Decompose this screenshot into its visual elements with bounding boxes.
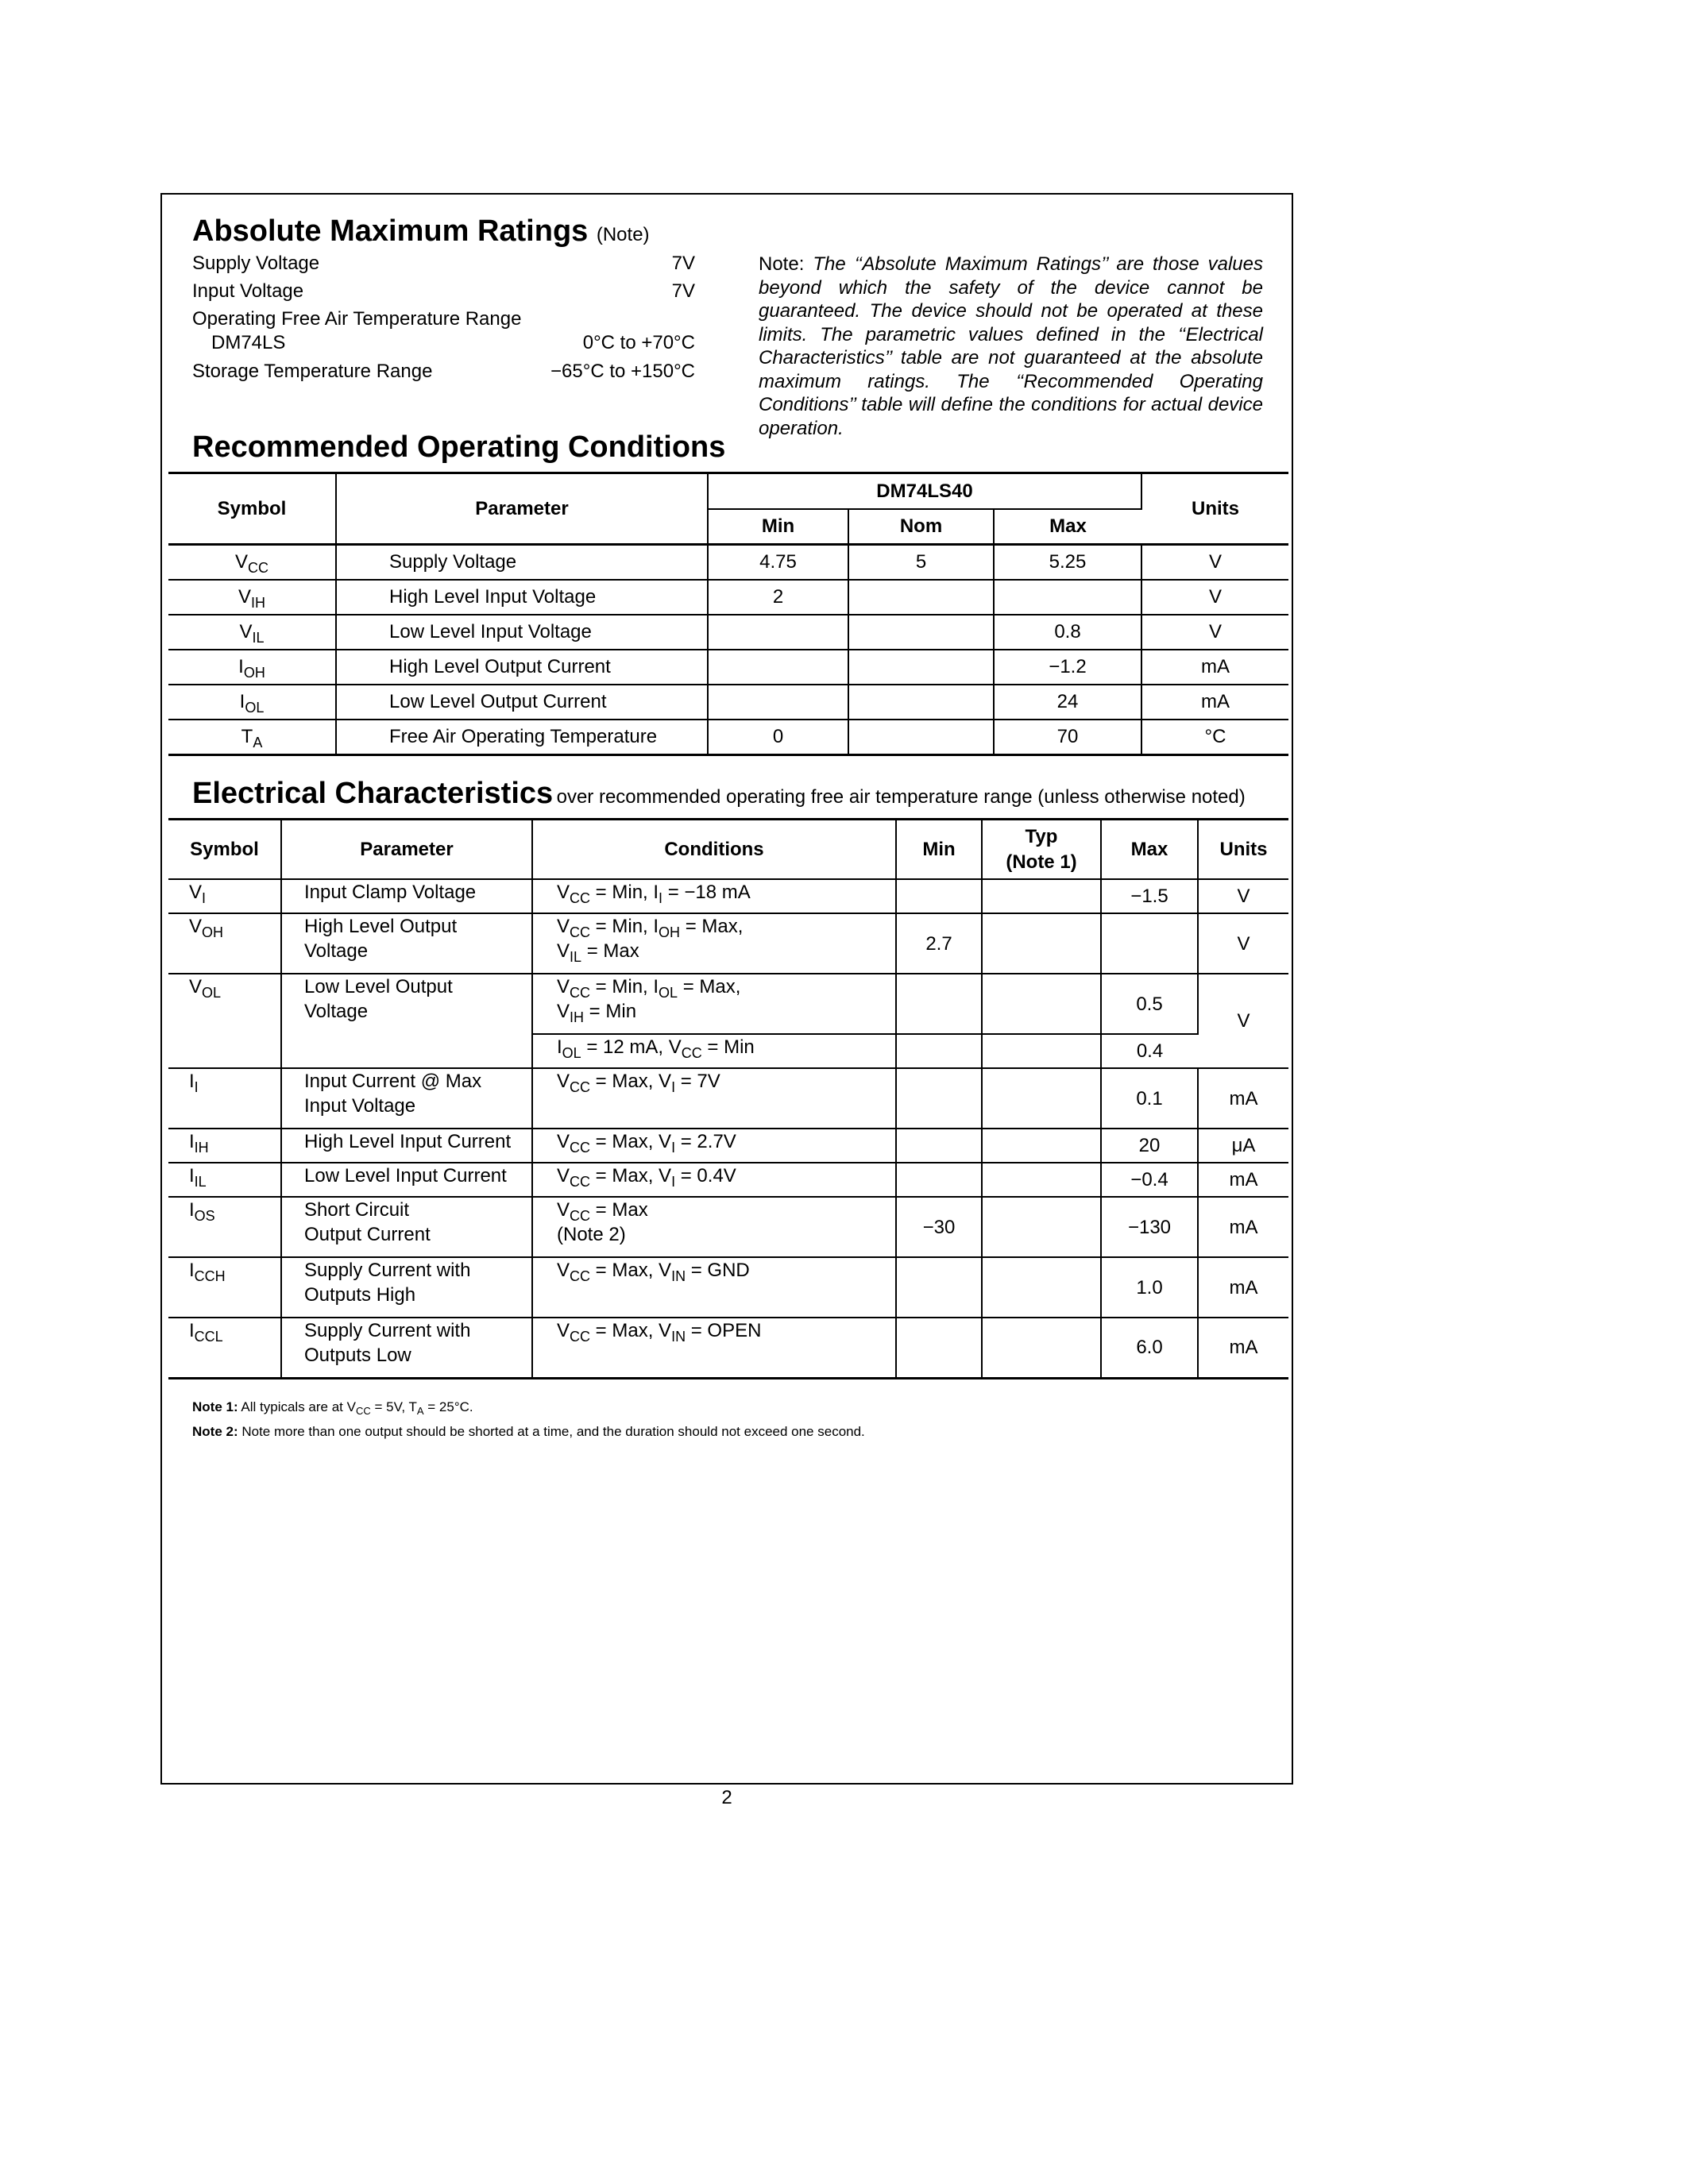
ec-typ — [982, 974, 1101, 1034]
cond-part: = Min — [584, 1001, 637, 1022]
ec-symbol — [168, 913, 281, 974]
symbol-sub: CCL — [194, 1329, 223, 1345]
table-row — [168, 974, 1288, 1034]
param-line: Input Voltage — [304, 1095, 416, 1117]
table-row — [168, 615, 1288, 650]
ec-max: 1.0 — [1101, 1257, 1198, 1318]
ec-parameter: Low Level Input Current — [281, 1163, 532, 1197]
param-line: Output Current — [304, 1224, 431, 1245]
ec-max: −1.5 — [1101, 879, 1198, 913]
roc-symbol — [168, 720, 336, 755]
roc-header-device: DM74LS40 — [708, 473, 1141, 510]
cond-part: V — [557, 1165, 570, 1187]
roc-max — [994, 580, 1141, 615]
roc-nom — [848, 580, 994, 615]
roc-parameter: High Level Output Current — [336, 650, 708, 685]
cond-sub: CC — [570, 1079, 591, 1095]
ec-header-typ — [982, 820, 1101, 880]
table-row — [168, 580, 1288, 615]
cond-part: = Max — [590, 1199, 648, 1221]
cond-sub: IN — [671, 1268, 686, 1284]
page-number: 2 — [721, 1787, 732, 1808]
ec-units: mA — [1198, 1163, 1288, 1197]
cond-part: = Max, V — [590, 1071, 672, 1092]
roc-max: 24 — [994, 685, 1141, 720]
table-row — [168, 685, 1288, 720]
cond-sub: CC — [570, 1329, 591, 1345]
cond-sub: CC — [570, 924, 591, 940]
ec-table — [168, 818, 1288, 1379]
ec-min — [896, 1068, 982, 1129]
table-row — [168, 1197, 1288, 1257]
roc-nom — [848, 615, 994, 650]
cond-sub: CC — [570, 1174, 591, 1190]
roc-min: 0 — [708, 720, 848, 755]
ec-typ — [982, 1257, 1101, 1318]
cond-part: = Min, I — [590, 916, 659, 937]
roc-units: V — [1141, 580, 1288, 615]
note-1-part: = 5V, T — [370, 1399, 417, 1414]
note-1-sub: CC — [355, 1405, 371, 1417]
symbol-sub: OH — [243, 665, 265, 681]
cond-part: = Max, V — [590, 1165, 672, 1187]
symbol-sub: OS — [194, 1208, 215, 1224]
symbol-sub: IL — [252, 630, 265, 646]
symbol-base: V — [239, 621, 253, 642]
roc-units: mA — [1141, 685, 1288, 720]
ec-units: V — [1198, 974, 1288, 1068]
table-row — [168, 1257, 1288, 1318]
roc-min — [708, 615, 848, 650]
ec-min — [896, 974, 982, 1034]
ec-symbol — [168, 1318, 281, 1378]
ec-symbol — [168, 1129, 281, 1163]
ec-symbol — [168, 1163, 281, 1197]
abs-row-value: −65°C to +150°C — [550, 361, 695, 382]
ec-max: 0.5 — [1101, 974, 1198, 1034]
symbol-base: T — [241, 726, 253, 747]
ec-title — [192, 777, 1246, 811]
symbol-base: V — [189, 882, 203, 903]
ec-typ — [982, 913, 1101, 974]
roc-header-units: Units — [1141, 473, 1288, 545]
ec-typ — [982, 1318, 1101, 1378]
ec-max: −130 — [1101, 1197, 1198, 1257]
ec-typ — [982, 1129, 1101, 1163]
cond-part: V — [557, 940, 570, 962]
cond-part: I — [557, 1036, 562, 1058]
cond-sub: IN — [671, 1329, 686, 1345]
note-lead: Note: — [759, 253, 805, 275]
cond-part: = Max, — [678, 976, 741, 997]
roc-symbol — [168, 545, 336, 581]
ec-min — [896, 879, 982, 913]
symbol-sub: OH — [202, 924, 224, 940]
abs-row-value: 0°C to +70°C — [582, 332, 695, 353]
cond-part: = 0.4V — [675, 1165, 736, 1187]
ec-min: 2.7 — [896, 913, 982, 974]
symbol-sub: A — [253, 735, 263, 751]
ec-parameter — [281, 1068, 532, 1129]
note-1-sub: A — [416, 1405, 424, 1417]
cond-sub: CC — [570, 890, 591, 906]
cond-part: (Note 2) — [557, 1224, 626, 1245]
abs-row-label: Operating Free Air Temperature Range — [192, 308, 522, 330]
ec-conditions — [532, 1034, 896, 1068]
cond-part: V — [557, 1260, 570, 1281]
cond-part: V — [557, 1199, 570, 1221]
ec-max: 6.0 — [1101, 1318, 1198, 1378]
param-line: Voltage — [304, 940, 369, 962]
ec-typ — [982, 879, 1101, 913]
abs-row-label: DM74LS — [211, 332, 286, 353]
ec-typ — [982, 1197, 1101, 1257]
roc-units: mA — [1141, 650, 1288, 685]
cond-part: V — [557, 976, 570, 997]
param-line: Supply Current with — [304, 1320, 471, 1341]
ec-max: 0.1 — [1101, 1068, 1198, 1129]
ec-min — [896, 1034, 982, 1068]
abs-max-title-note: (Note) — [596, 224, 650, 245]
ec-conditions — [532, 1163, 896, 1197]
symbol-sub: IL — [194, 1174, 207, 1190]
table-row — [168, 1318, 1288, 1378]
symbol-sub: OL — [245, 700, 265, 716]
ec-header-conditions: Conditions — [532, 820, 896, 880]
cond-part: = 12 mA, V — [581, 1036, 682, 1058]
roc-parameter: High Level Input Voltage — [336, 580, 708, 615]
cond-sub: IH — [570, 1009, 585, 1025]
abs-row-value: 7V — [671, 253, 695, 274]
cond-sub: CC — [570, 1140, 591, 1156]
ec-header-parameter: Parameter — [281, 820, 532, 880]
table-row — [168, 913, 1288, 974]
roc-min: 2 — [708, 580, 848, 615]
note-2-label: Note 2: — [192, 1424, 238, 1439]
note-body: The ‘‘Absolute Maximum Ratings’’ are those values beyond which the safety of the device cannot be guaranteed. The device should not be operated at these limits. The parametric values defined in the ‘‘Electrical Characteristics’’ table are not guaranteed at the absolute maximum ratings. The ‘‘Recommended Operating Conditions’’ table will define the conditions for actual device operation. — [759, 253, 1264, 439]
roc-symbol — [168, 685, 336, 720]
ec-symbol — [168, 1197, 281, 1257]
ec-units: mA — [1198, 1068, 1288, 1129]
ec-header-typ-label: Typ — [1025, 825, 1058, 847]
cond-sub: OL — [562, 1045, 581, 1061]
symbol-base: I — [239, 691, 245, 712]
ec-conditions — [532, 974, 896, 1034]
cond-part: V — [557, 1001, 570, 1022]
ec-header-typ-note: (Note 1) — [1006, 851, 1077, 873]
ec-min — [896, 1129, 982, 1163]
ec-symbol — [168, 1257, 281, 1318]
cond-sub: OL — [659, 985, 678, 1001]
table-row — [168, 1129, 1288, 1163]
roc-table — [168, 472, 1288, 756]
roc-header-parameter: Parameter — [336, 473, 708, 545]
ec-typ — [982, 1163, 1101, 1197]
param-line: Short Circuit — [304, 1199, 410, 1221]
table-row — [168, 720, 1288, 755]
cond-part: = Max, V — [590, 1260, 672, 1281]
roc-nom — [848, 685, 994, 720]
roc-min — [708, 685, 848, 720]
roc-header-max: Max — [994, 509, 1141, 545]
ec-units: mA — [1198, 1257, 1288, 1318]
cond-sub: I — [671, 1174, 676, 1190]
roc-min: 4.75 — [708, 545, 848, 581]
roc-title: Recommended Operating Conditions — [192, 430, 726, 464]
ec-parameter — [281, 974, 532, 1068]
ec-min — [896, 1257, 982, 1318]
note-1-part: = 25°C. — [423, 1399, 473, 1414]
ec-units: mA — [1198, 1318, 1288, 1378]
abs-row-label: Storage Temperature Range — [192, 361, 433, 382]
symbol-sub: IH — [251, 595, 265, 611]
symbol-sub: I — [194, 1079, 199, 1095]
ec-conditions — [532, 913, 896, 974]
symbol-base: V — [189, 916, 203, 937]
cond-part: V — [557, 1320, 570, 1341]
ec-conditions — [532, 1197, 896, 1257]
symbol-sub: CCH — [194, 1268, 226, 1284]
abs-row-label: Supply Voltage — [192, 253, 320, 274]
cond-sub: OH — [659, 924, 681, 940]
cond-sub: I — [671, 1140, 676, 1156]
param-line: High Level Output — [304, 916, 458, 937]
symbol-base: I — [189, 1199, 195, 1221]
symbol-base: I — [189, 1165, 195, 1187]
symbol-base: V — [234, 551, 248, 573]
ec-parameter — [281, 1197, 532, 1257]
ec-parameter — [281, 913, 532, 974]
ec-typ — [982, 1034, 1101, 1068]
cond-sub: I — [671, 1079, 676, 1095]
roc-max: −1.2 — [994, 650, 1141, 685]
ec-header-symbol: Symbol — [168, 820, 281, 880]
symbol-base: I — [238, 656, 244, 677]
cond-part: = Min, I — [590, 976, 659, 997]
ec-header-max: Max — [1101, 820, 1198, 880]
symbol-base: I — [189, 1131, 195, 1152]
abs-max-title — [192, 214, 650, 249]
abs-max-note — [759, 253, 1263, 440]
roc-parameter: Free Air Operating Temperature — [336, 720, 708, 755]
roc-header-symbol: Symbol — [168, 473, 336, 545]
cond-part: = −18 mA — [662, 882, 751, 903]
roc-parameter: Supply Voltage — [336, 545, 708, 581]
ec-max: 20 — [1101, 1129, 1198, 1163]
cond-sub: IL — [570, 949, 582, 965]
roc-header-nom: Nom — [848, 509, 994, 545]
ec-conditions — [532, 1318, 896, 1378]
cond-part: = Min, I — [590, 882, 659, 903]
cond-part: = GND — [686, 1260, 750, 1281]
cond-part: V — [557, 882, 570, 903]
roc-max: 70 — [994, 720, 1141, 755]
ec-header-units: Units — [1198, 820, 1288, 880]
ec-units: V — [1198, 879, 1288, 913]
roc-max: 5.25 — [994, 545, 1141, 581]
param-line: Supply Current with — [304, 1260, 471, 1281]
cond-part: = Max, V — [590, 1320, 672, 1341]
table-row — [168, 545, 1288, 581]
cond-part: = Min — [701, 1036, 755, 1058]
cond-part: V — [557, 916, 570, 937]
ec-units: μA — [1198, 1129, 1288, 1163]
ec-symbol — [168, 974, 281, 1068]
symbol-sub: I — [202, 890, 207, 906]
roc-units: V — [1141, 615, 1288, 650]
ec-conditions — [532, 1129, 896, 1163]
ec-typ — [982, 1068, 1101, 1129]
ec-units: V — [1198, 913, 1288, 974]
roc-units: °C — [1141, 720, 1288, 755]
roc-nom: 5 — [848, 545, 994, 581]
ec-title-text: Electrical Characteristics — [192, 777, 554, 810]
abs-max-title-text: Absolute Maximum Ratings — [192, 214, 589, 248]
roc-parameter: Low Level Output Current — [336, 685, 708, 720]
table-row — [168, 1068, 1288, 1129]
cond-part: V — [557, 1071, 570, 1092]
cond-part: = 7V — [675, 1071, 720, 1092]
param-line: Low Level Output — [304, 976, 453, 997]
abs-row-value: 7V — [671, 280, 695, 302]
ec-max: 0.4 — [1101, 1034, 1198, 1068]
note-1-label: Note 1: — [192, 1399, 238, 1414]
roc-nom — [848, 720, 994, 755]
ec-max: −0.4 — [1101, 1163, 1198, 1197]
roc-symbol — [168, 650, 336, 685]
ec-parameter: Input Clamp Voltage — [281, 879, 532, 913]
roc-symbol — [168, 580, 336, 615]
ec-header-min: Min — [896, 820, 982, 880]
symbol-base: V — [238, 586, 251, 608]
cond-sub: CC — [570, 985, 591, 1001]
ec-units: mA — [1198, 1197, 1288, 1257]
param-line: Outputs Low — [304, 1345, 411, 1366]
symbol-base: I — [189, 1071, 195, 1092]
cond-part: = OPEN — [686, 1320, 762, 1341]
cond-sub: I — [659, 890, 663, 906]
param-line: Voltage — [304, 1001, 369, 1022]
roc-units: V — [1141, 545, 1288, 581]
roc-parameter: Low Level Input Voltage — [336, 615, 708, 650]
ec-conditions — [532, 1068, 896, 1129]
roc-max: 0.8 — [994, 615, 1141, 650]
table-row — [168, 1163, 1288, 1197]
ec-conditions — [532, 1257, 896, 1318]
ec-min — [896, 1163, 982, 1197]
note-1 — [192, 1399, 473, 1415]
symbol-sub: CC — [248, 560, 268, 576]
table-row — [168, 650, 1288, 685]
ec-min — [896, 1318, 982, 1378]
ec-subtitle: over recommended operating free air temperature range (unless otherwise noted) — [556, 786, 1246, 808]
roc-nom — [848, 650, 994, 685]
cond-sub: CC — [570, 1208, 591, 1224]
table-row — [168, 879, 1288, 913]
cond-sub: CC — [570, 1268, 591, 1284]
cond-sub: CC — [681, 1045, 702, 1061]
cond-part: = Max, — [680, 916, 744, 937]
param-line: Outputs High — [304, 1284, 416, 1306]
symbol-base: V — [189, 976, 203, 997]
cond-part: V — [557, 1131, 570, 1152]
symbol-base: I — [189, 1260, 195, 1281]
ec-symbol — [168, 1068, 281, 1129]
param-line: Input Current @ Max — [304, 1071, 482, 1092]
ec-symbol — [168, 879, 281, 913]
ec-parameter: High Level Input Current — [281, 1129, 532, 1163]
ec-conditions — [532, 879, 896, 913]
symbol-sub: OL — [202, 985, 222, 1001]
ec-max — [1101, 913, 1198, 974]
cond-part: = Max — [581, 940, 639, 962]
roc-header-min: Min — [708, 509, 848, 545]
roc-min — [708, 650, 848, 685]
roc-symbol — [168, 615, 336, 650]
ec-parameter — [281, 1257, 532, 1318]
ec-min: −30 — [896, 1197, 982, 1257]
abs-row-label: Input Voltage — [192, 280, 304, 302]
cond-part: = 2.7V — [675, 1131, 736, 1152]
symbol-sub: IH — [194, 1140, 209, 1156]
ec-parameter — [281, 1318, 532, 1378]
symbol-base: I — [189, 1320, 195, 1341]
cond-part: = Max, V — [590, 1131, 672, 1152]
note-2 — [192, 1424, 865, 1440]
note-2-text: Note more than one output should be shorted at a time, and the duration should not exceed one second. — [238, 1424, 865, 1439]
note-1-part: All typicals are at V — [238, 1399, 356, 1414]
